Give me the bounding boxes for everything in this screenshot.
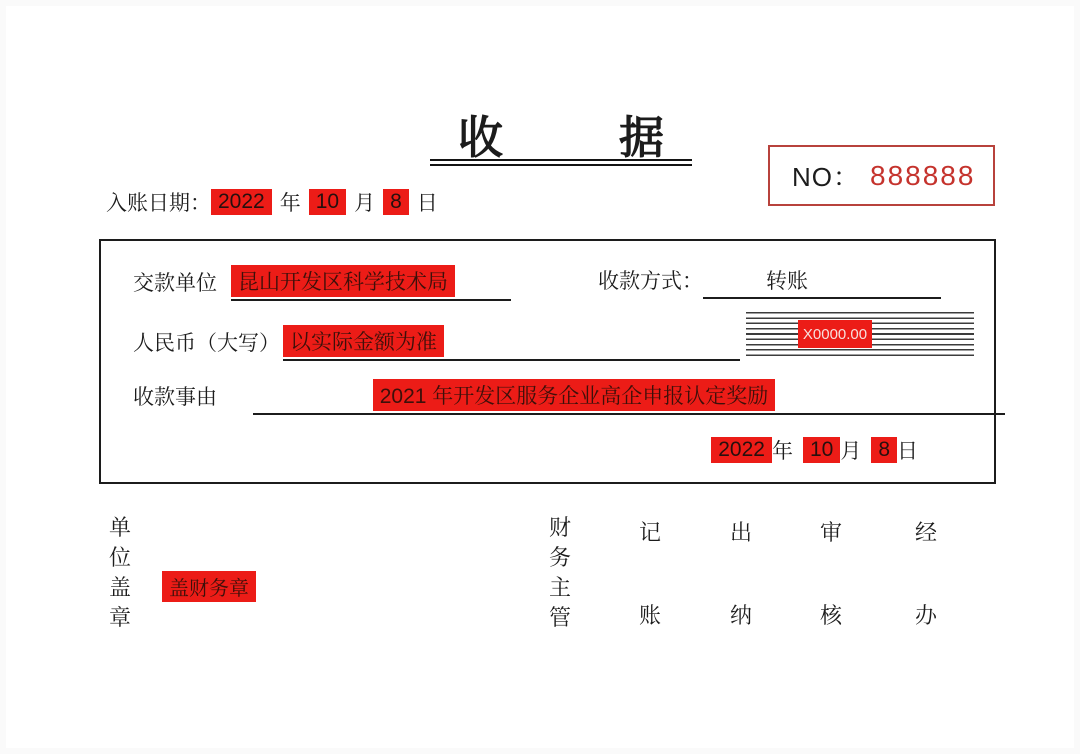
bookkeeper-char-top: 记 [639, 520, 662, 545]
reason-row [133, 379, 1005, 415]
finance-manager-char: 财 [549, 515, 572, 540]
cashier-column [730, 516, 752, 630]
handler-char-top: 经 [915, 520, 938, 545]
entry-date-month-unit: 月 [354, 192, 376, 215]
payer-row [133, 265, 511, 301]
amount-words-row [133, 325, 740, 361]
form-date-day-field[interactable]: 8 [871, 437, 897, 463]
finance-manager-char: 管 [549, 605, 572, 630]
amount-words-underline-field[interactable] [283, 325, 740, 361]
amount-figures-ledger-stripes [746, 312, 974, 356]
form-date-year-field[interactable]: 2022 [711, 437, 772, 463]
page-title [430, 112, 692, 166]
form-date-month-unit: 月 [840, 440, 862, 463]
payer-value[interactable]: 昆山开发区科学技术局 [231, 265, 455, 297]
cashier-char-bottom: 纳 [730, 603, 753, 628]
entry-date-day-field[interactable]: 8 [383, 189, 409, 215]
entry-date-label: 入账日期： [106, 192, 211, 215]
finance-manager-char: 主 [549, 575, 572, 600]
entry-date-row [106, 187, 446, 217]
form-date-month-field[interactable]: 10 [803, 437, 840, 463]
reason-underline-field[interactable] [253, 379, 1005, 415]
finance-seal-stamp-value[interactable]: 盖财务章 [162, 571, 256, 602]
form-date-row [711, 435, 918, 465]
payment-method-value[interactable]: 转账 [766, 270, 808, 293]
handler-char-bottom: 办 [915, 603, 938, 628]
entry-date-year-unit: 年 [279, 192, 301, 215]
amount-words-value[interactable]: 以实际金额为准 [283, 325, 444, 357]
title-char-right: 据 [618, 111, 664, 164]
payment-method-row [598, 265, 941, 299]
finance-seal-stamp [162, 571, 256, 602]
auditor-column [820, 516, 842, 630]
unit-seal-char: 位 [109, 545, 132, 570]
form-date-day-unit: 日 [897, 440, 918, 463]
entry-date-day-unit: 日 [416, 192, 438, 215]
reason-label: 收款事由 [133, 386, 217, 409]
receipt-form-box [99, 239, 996, 484]
finance-manager-column [549, 513, 571, 633]
payment-method-underline-field[interactable] [703, 265, 941, 299]
receipt-number-label: NO： [792, 162, 861, 192]
auditor-char-top: 审 [820, 520, 843, 545]
receipt-number-box [768, 145, 995, 206]
unit-seal-char: 盖 [109, 575, 132, 600]
reason-value[interactable]: 2021 年开发区服务企业高企申报认定奖励 [373, 379, 776, 411]
auditor-char-bottom: 核 [820, 603, 843, 628]
payer-label: 交款单位 [133, 272, 217, 295]
payment-method-label: 收款方式： [598, 270, 703, 293]
unit-seal-char: 单 [109, 515, 132, 540]
unit-seal-column [109, 513, 131, 633]
bookkeeper-column [639, 516, 661, 630]
amount-words-label: 人民币（大写） [133, 332, 280, 355]
bookkeeper-char-bottom: 账 [639, 603, 662, 628]
payer-underline-field[interactable] [231, 265, 511, 301]
cashier-char-top: 出 [730, 520, 753, 545]
handler-column [915, 516, 937, 630]
title-char-left: 收 [458, 111, 504, 164]
unit-seal-char: 章 [109, 605, 132, 630]
entry-date-month-field[interactable]: 10 [309, 189, 346, 215]
form-date-year-unit: 年 [771, 440, 793, 463]
entry-date-year-field[interactable]: 2022 [211, 189, 272, 215]
amount-figures-value[interactable]: X0000.00 [798, 320, 872, 348]
finance-manager-char: 务 [549, 545, 572, 570]
receipt-number-value: 888888 [870, 159, 976, 191]
